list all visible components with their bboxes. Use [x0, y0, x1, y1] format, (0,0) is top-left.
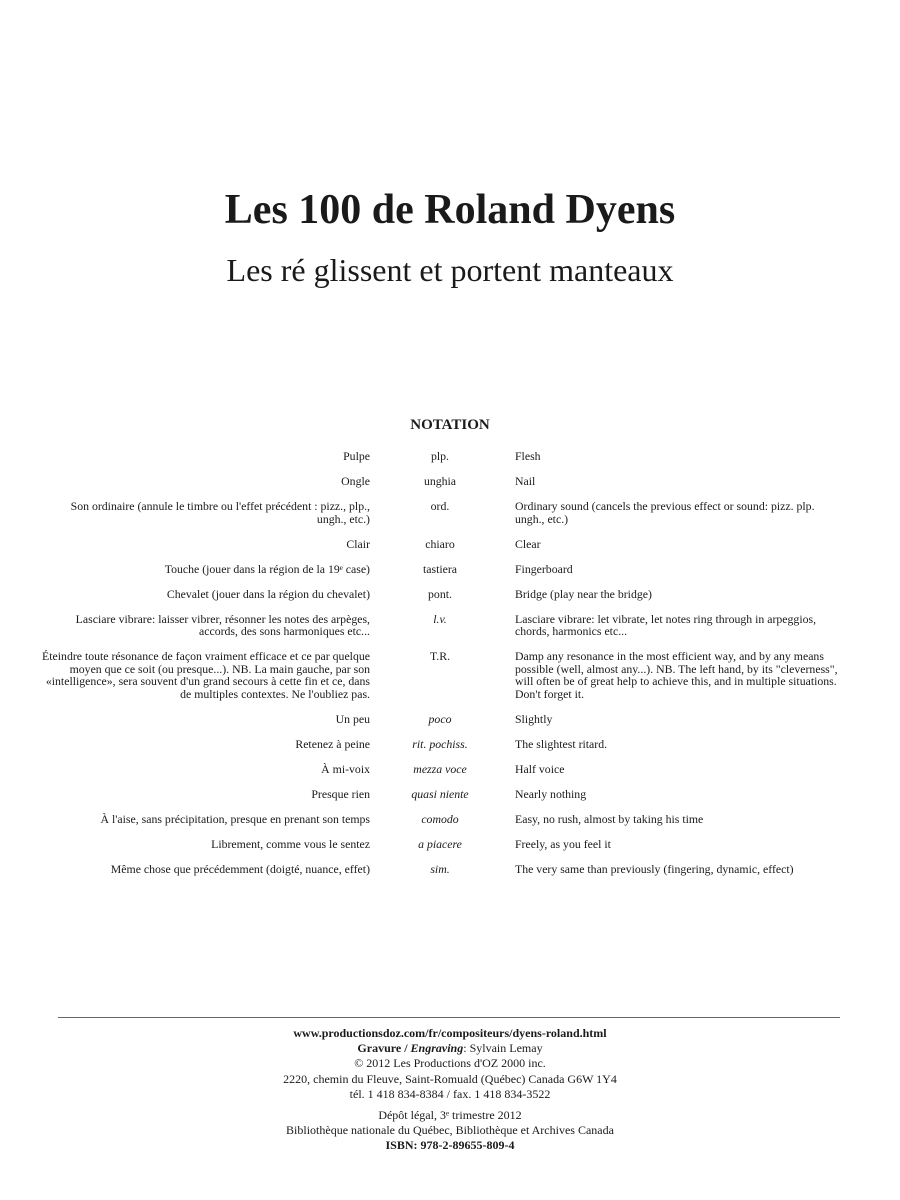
footer-address: 2220, chemin du Fleuve, Saint-Romuald (Québec) Canada G6W 1Y4 — [283, 1071, 617, 1086]
notation-term: mezza voce — [413, 761, 467, 776]
notation-term: chiaro — [425, 536, 455, 551]
notation-english: Nail — [515, 473, 536, 488]
notation-row — [40, 838, 860, 851]
notation-row — [40, 538, 860, 551]
notation-row — [40, 450, 860, 463]
notation-french: Son ordinaire (annule le timbre ou l'effet précédent : pizz., plp., ungh., etc.) — [70, 498, 370, 526]
section-heading: NOTATION — [410, 417, 490, 433]
footer — [0, 1026, 900, 1154]
notation-row — [40, 650, 860, 700]
notation-row — [40, 863, 860, 876]
notation-row — [40, 713, 860, 726]
notation-term: rit. pochiss. — [412, 736, 468, 751]
notation-term: plp. — [430, 449, 450, 463]
footer-phone: tél. 1 418 834-8384 / fax. 1 418 834-3522 — [349, 1086, 551, 1101]
notation-english: The slightest ritard. — [515, 736, 608, 751]
notation-row — [40, 788, 860, 801]
notation-term: sim. — [430, 861, 450, 876]
notation-french: Même chose que précédemment (doigté, nuance, effet) — [110, 861, 370, 876]
notation-english: The very same than previously (fingering, dynamic, effect) — [515, 861, 794, 876]
notation-term: poco — [428, 711, 452, 726]
notation-term: tastiera — [422, 561, 458, 576]
notation-row — [40, 500, 860, 525]
notation-row — [40, 763, 860, 776]
notation-english: Ordinary sound (cancels the previous effect or sound: pizz. plp. ungh., etc.) — [515, 498, 815, 526]
notation-row — [40, 588, 860, 601]
notation-row — [40, 563, 860, 576]
notation-term: unghia — [423, 473, 457, 488]
footer-isbn: ISBN: 978-2-89655-809-4 — [385, 1138, 515, 1153]
notation-english: Fingerboard — [515, 561, 573, 576]
notation-row — [40, 475, 860, 488]
notation-english: Half voice — [515, 761, 565, 776]
footer-copyright: © 2012 Les Productions d'OZ 2000 inc. — [354, 1056, 546, 1071]
engraving-label-fr: Gravure — [357, 1041, 402, 1056]
notation-english: Bridge (play near the bridge) — [515, 586, 652, 601]
notation-english: Slightly — [515, 711, 553, 726]
notation-row — [40, 613, 860, 638]
notation-french: Librement, comme vous le sentez — [211, 836, 370, 851]
notation-english: Damp any resonance in the most efficient way, and by any means possible (well, almost any...). NB. The left hand, by its "cleverness", will often be of great help to achieve this, and in multiple situations. Don't forget it. — [515, 649, 838, 701]
notation-french: Pulpe — [343, 449, 370, 463]
notation-french: Ongle — [341, 473, 370, 488]
notation-term: T.R. — [429, 649, 451, 664]
footer-divider — [58, 1017, 840, 1018]
notation-french: Un peu — [335, 711, 370, 726]
notation-term: quasi niente — [411, 786, 469, 801]
engraver-name: Sylvain Lemay — [469, 1041, 543, 1056]
notation-english: Flesh — [515, 449, 541, 463]
notation-english: Clear — [515, 536, 541, 551]
notation-term: a piacere — [418, 836, 462, 851]
notation-french: Presque rien — [311, 786, 370, 801]
notation-row — [40, 738, 860, 751]
footer-url: www.productionsdoz.com/fr/compositeurs/dyens-roland.html — [293, 1026, 607, 1040]
footer-engraving: Gravure / Engraving: Sylvain Lemay — [357, 1041, 543, 1056]
notation-term: l.v. — [433, 611, 447, 626]
notation-french: Chevalet (jouer dans la région du chevalet) — [166, 586, 370, 601]
notation-french: Touche (jouer dans la région de la 19ᵉ case) — [164, 561, 370, 576]
notation-french: Lasciare vibrare: laisser vibrer, résonner les notes des arpèges, accords, des sons harmoniques etc... — [75, 611, 370, 639]
notation-english: Lasciare vibrare: let vibrate, let notes ring through in arpeggios, chords, harmonics etc... — [515, 611, 817, 639]
page-title: Les 100 de Roland Dyens — [224, 187, 676, 233]
notation-table — [40, 450, 860, 888]
footer-legal-deposit: Dépôt légal, 3ᵉ trimestre 2012 — [378, 1108, 522, 1123]
notation-english: Freely, as you feel it — [515, 836, 611, 851]
notation-english: Nearly nothing — [515, 786, 587, 801]
notation-term: comodo — [421, 811, 459, 826]
page-subtitle: Les ré glissent et portent manteaux — [226, 252, 674, 288]
notation-term: pont. — [428, 586, 452, 601]
notation-row — [40, 813, 860, 826]
engraving-label-en: Engraving — [410, 1041, 464, 1056]
notation-french: Clair — [346, 536, 370, 551]
notation-french: Éteindre toute résonance de façon vraiment efficace et ce par quelque moyen que ce soit (ou presque...). NB. La main gauche, par son «intelligence», sera souvent d'un grand secours à cette fin et ce, dans de multiples contextes. Ne l'oubliez pas. — [42, 649, 370, 701]
notation-term: ord. — [430, 498, 450, 513]
notation-english: Easy, no rush, almost by taking his time — [515, 811, 704, 826]
notation-french: Retenez à peine — [295, 736, 370, 751]
notation-french: À mi-voix — [321, 761, 370, 776]
footer-libraries: Bibliothèque nationale du Québec, Bibliothèque et Archives Canada — [286, 1123, 614, 1138]
notation-french: À l'aise, sans précipitation, presque en prenant son temps — [100, 811, 370, 826]
